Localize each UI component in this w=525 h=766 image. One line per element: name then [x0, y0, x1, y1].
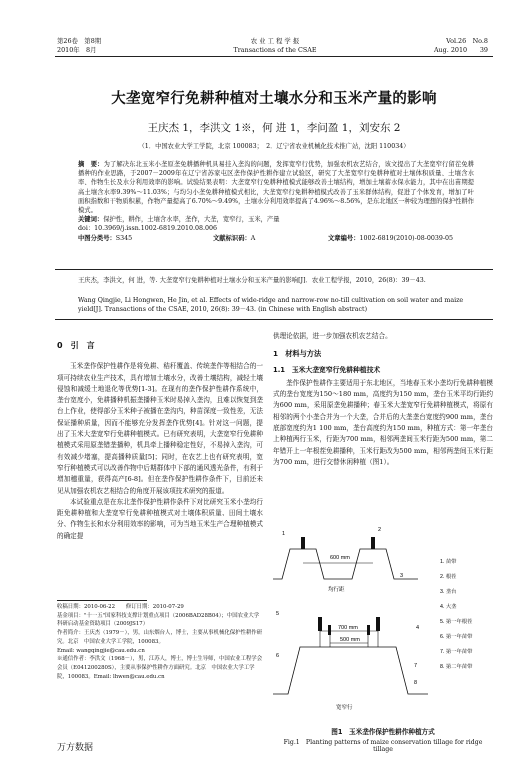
legend-2: 2. 根茬: [440, 574, 457, 580]
abstract-text: 为了解决东北玉米小垄原垄免耕播种机具易挂入垄沟的问题，发挥宽窄行优势，加强农机农艺结合，该文提出了大垄宽窄行留茬免耕播种的作业思路，于2007－2009年在辽宁省苏家屯区垄作保护性耕作建立试验区，研究了大垄宽窄行免耕种植对土壤体积质量、土壤含水率、作物生长及水分利用效率的影响。试验结果表明：大垄宽窄行免耕种植模式能够改善土壤结构，增加土壤蓄水保水能力，其中在出苗期提高土壤含水率9.39%～11.03%；与均匀小垄免耕种植模式相比，大垄宽窄行免耕种植模式改善了玉米群体结构，促进了个体发育，增加了叶面积指数和干物质积累，作物产量提高了6.70%～9.49%，土壤水分利用效率提高了4.96%～8.56%，是东北地区一种较为理想的保护性耕作模式。: [78, 161, 475, 215]
legend-7: 7. 第一年苗带: [440, 649, 473, 655]
callout-3: 3: [400, 573, 404, 579]
dim-700-label: 700 mm: [338, 625, 358, 631]
callout-1: 1: [282, 531, 286, 537]
row-label: 均行距: [328, 587, 345, 593]
callout-5: 5: [276, 611, 280, 617]
header-volume-issue: 第26卷 第8期: [57, 37, 102, 45]
article-no-value: 1002-6819(2010)-08-0039-05: [359, 234, 454, 242]
plant-marks-top: [301, 537, 375, 549]
doc-code-label: 文献标识码：: [213, 234, 251, 242]
header-journal-en: Transactions of the CSAE: [233, 46, 317, 54]
article-no-label: 文章编号：: [328, 234, 360, 242]
section-1-heading: 1 材料与方法: [273, 349, 322, 359]
dim-500-label: 500 mm: [340, 637, 360, 643]
figure-1-caption-en: Fig.1 Planting patterns of maize conservation tillage for ridge tillage: [283, 739, 483, 753]
paper-title: 大垄宽窄行免耕种植对土壤水分和玉米产量的影响: [111, 91, 437, 107]
abstract-rule: [55, 269, 493, 270]
header-journal-cn: 农 业 工 程 学 报: [250, 37, 300, 45]
method-paragraph: 垄作保护性耕作主要适用于东北地区，当地春玉米小垄均行免耕种植模式的垄台宽度为150～180 mm，高度约为150 mm，垄台玉米平均行距约为600 mm，采用原垄免耕播种；春玉米大垄宽窄行免耕种植模式，将原有相邻的两个小垄合并为一个大垄，合并后的大垄垄台宽度约900 mm，垄台底部宽度约为1 100 mm，垄台高度约为150 mm，种植方式：第一年垄台上种植两行玉米，行距为700 mm，相邻两垄间玉米行距为500 mm，第二年错开上一年根茬免耕播种，玉米行距改为500 mm，相邻两垄间玉米行距为700 mm，进行交替休闲种植（图1）。: [273, 378, 493, 466]
intro-ending: 供理论依据，进一步加强农机农艺结合。: [273, 332, 392, 340]
intro-paragraph-1: 玉米垄作保护性耕作是将免耕、秸秆覆盖、传统垄作等相结合的一项可持续农业生产技术，具有增加土壤水分，改善土壤结构，减轻土壤侵蚀和减缓土地退化等优势[1-3]。在现有的垄作保护性耕作系统中，垄台宽度小，免耕播种机振垄播种玉米时易掉入垄沟，且难以恢复到垄台上作业，使得部分玉米种子被播在垄沟内，种苗深度一致性差，无法保证播种质量，因而不能够充分发挥垄作优势[4]。针对这一问题，提出了玉米大垄宽窄行免耕种植模式。已有研究表明，大垄宽窄行免耕种植模式采用原垄错垄播种，机具牵上播种稳定性好，不易掉入垄沟，可有效减少堵塞，提高播种质量[5]；同时，在农艺上也有研究表明，宽窄行种植模式可以改善作物中后期群体中下部的通风透光条件，有利于增加穗重量，获得高产[6-8]。但在垄作保护性耕作条件下，目前还未见从加强农机农艺相结合的角度开展该项技术研究的报道。: [57, 362, 263, 495]
legend-6: 6. 第一年苗带: [440, 634, 473, 640]
footnotes: [57, 603, 263, 681]
footnote-rule: [57, 600, 147, 601]
intro-paragraph-2: 本试验重点是在东北垄作保护性耕作条件下对比研究玉米小垄均行距免耕种植和大垄宽窄行免耕种植模式对土壤体积质量、田间土壤水分、作物生长和水分利用效率的影响，可为当地玉米生产合理种植模式的确定提: [57, 497, 263, 540]
clc-value: S345: [115, 234, 133, 242]
section-1-1-heading: 1.1 玉米大垄宽窄行免耕种植技术: [273, 365, 381, 374]
callout-6: 6: [276, 653, 280, 659]
header-date: 2010年 8月: [57, 46, 97, 54]
wide-ridges: [273, 647, 428, 694]
clc-label: 中图分类号：: [78, 234, 116, 242]
ridge-label: 宽窄行: [336, 705, 353, 711]
callout-numbers: [276, 527, 419, 686]
footnote-received: 收稿日期：2010-06-22 修订日期：2010-07-29: [57, 604, 184, 610]
figure-1-diagram: [268, 519, 498, 729]
doc-code-value: A: [250, 234, 256, 242]
doi-text: doi：10.3969/j.issn.1002-6819.2010.08.006: [78, 225, 218, 233]
legend-8: 8. 第二年苗带: [440, 664, 473, 670]
citation-cn: 王庆杰，李洪文，何 进，等. 大垄宽窄行免耕种植对土壤水分和玉米产量的影响[J]．农业工程学报，2010，26(8)：39－43.: [78, 277, 426, 284]
callout-2: 2: [378, 527, 382, 533]
footnote-email: Email: wangqingjie@cau.edu.cn: [57, 647, 145, 654]
left-column: [57, 340, 263, 542]
right-column: [273, 331, 493, 468]
paper-affiliation: （1．中国农业大学工学院，北京 100083； 2．辽宁省农业机械化技术推广站，沈阳 110034）: [138, 143, 410, 150]
citation-en: Wang Qingjie, Li Hongwen, He Jin, et al. Effects of wide-ridge and narrow-row no-till cultivation on soil water and maize yield[J]. Transactions of the CSAE, 2010, 26(8): 39－43. (in Chinese with English abstract): [78, 297, 464, 313]
uniform-ridges: [273, 549, 418, 579]
legend-3: 3. 垄台: [440, 589, 457, 595]
legend-5: 5. 第一年根茬: [440, 619, 473, 625]
header-rule: [55, 56, 493, 57]
footnote-funding: 基金项目："十一五"国家科技支撑计划重点项目（2006BAD28B04）；中国农业大学科研启动基金资助项目（2009JS17）: [57, 612, 260, 628]
citation-rule: [55, 319, 493, 320]
keywords-label: 关键词：: [78, 216, 104, 224]
legend-1: 1. 苗带: [440, 559, 457, 565]
callout-4: 4: [416, 625, 420, 631]
header-date-page: Aug. 2010 39: [433, 46, 488, 54]
callout-7: 7: [414, 663, 418, 669]
abstract-block: [78, 160, 474, 243]
figure-1-caption-cn: 图1 玉米垄作保护性耕作种植方式: [331, 728, 435, 736]
figure-legend: [440, 557, 473, 670]
callout-8: 8: [414, 680, 418, 686]
header-vol-en: Vol.26 No.8: [446, 37, 488, 45]
footnote-corresponding: ※通信作者：李洪文（1968－），男，江苏人，博士，博士生导师，中国农业工程学会会员（E041200280S），主要从事保护性耕作方面研究。北京 中国农业大学工学院，100083。Email: lhwen@cau.edu.cn: [57, 656, 263, 680]
watermark: 万方数据: [57, 743, 94, 753]
section-0-heading: 0 引 言: [57, 341, 95, 350]
footnote-author: 作者简介：王庆杰（1979－），男，山东烟台人，博士，主要从事机械化保护性耕作研究。北京 中国农业大学工学院，100083。: [57, 630, 263, 645]
paper-authors: 王庆杰 1，李洪文 1※，何 进 1，李问盈 1，刘安东 2: [147, 122, 401, 134]
legend-4: 4. 大垄: [440, 604, 457, 610]
abstract-label: 摘 要：: [78, 161, 104, 168]
dim-600-label: 600 mm: [330, 555, 350, 561]
keywords-text: 保护性，耕作，土壤含水率，垄作，大垄，宽窄行，玉米，产量: [103, 216, 280, 224]
